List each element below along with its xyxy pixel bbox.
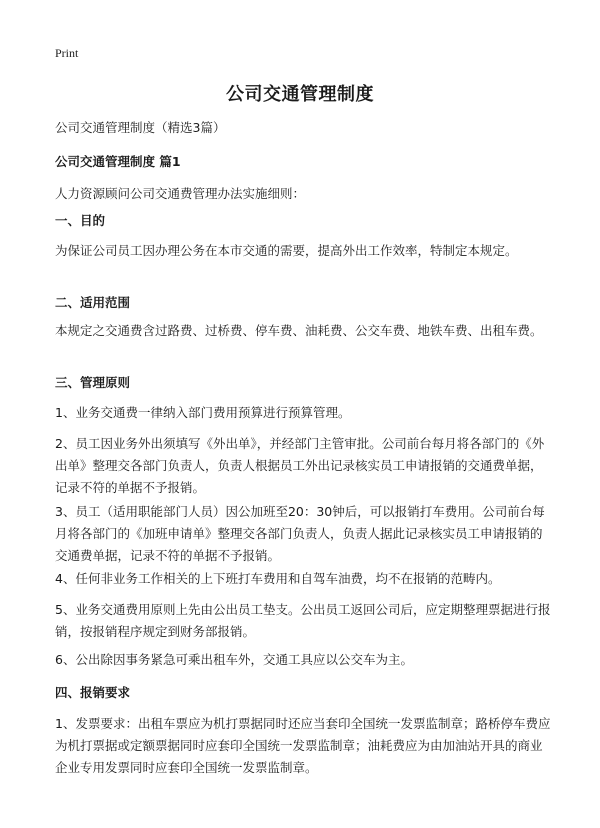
paragraph-reimbursement-1: 1、发票要求：出租车票应为机打票据同时还应当套印全国统一发票监制章；路桥停车费应为机打票据或定额票据同时应套印全国统一发票监制章；油耗费应为由加油站开具的商业企业专用发票同时应套印全国统一发票监制章。: [55, 716, 551, 775]
paragraph-principle-1: 1、业务交通费一律纳入部门费用预算进行预算管理。: [55, 405, 351, 420]
section-heading-principles: 三、管理原则: [55, 375, 131, 390]
paragraph-principle-4: 4、任何非业务工作相关的上下班打车费用和自驾车油费，均不在报销的范畴内。: [55, 571, 501, 586]
section-heading-scope: 二、适用范围: [55, 295, 131, 310]
paragraph-principle-6: 6、公出除因事务紧急可乘出租车外，交通工具应以公交车为主。: [55, 652, 413, 667]
subtitle: 公司交通管理制度（精选3篇）: [55, 120, 226, 135]
paragraph-scope: 本规定之交通费含过路费、过桥费、停车费、油耗费、公交车费、地铁车费、出租车费。: [55, 323, 543, 338]
page-title: 公司交通管理制度: [226, 84, 374, 105]
print-label: Print: [55, 46, 79, 60]
article-heading: 公司交通管理制度 篇1: [55, 154, 181, 169]
paragraph-principle-5: 5、业务交通费用原则上先由公出员工垫支。公出员工返回公司后，应定期整理票据进行报销，按报销程序规定到财务部报销。: [55, 602, 551, 639]
intro-paragraph: 人力资源顾问公司交通费管理办法实施细则：: [55, 186, 306, 201]
paragraph-principle-3: 3、员工（适用职能部门人员）因公加班至20：30钟后，可以报销打车费用。公司前台每月将各部门的《加班申请单》整理交各部门负责人，负责人据此记录核实员工申请报销的交通费单据，记录不符的单据不予报销。: [55, 504, 545, 563]
paragraph-purpose: 为保证公司员工因办理公务在本市交通的需要，提高外出工作效率，特制定本规定。: [55, 243, 518, 258]
section-heading-reimbursement: 四、报销要求: [55, 685, 131, 700]
paragraph-principle-2: 2、员工因业务外出须填写《外出单》，并经部门主管审批。公司前台每月将各部门的《外出单》整理交各部门负责人，负责人根据员工外出记录核实员工申请报销的交通费单据，记录不符的单据不予报销。: [55, 436, 545, 495]
section-heading-purpose: 一、目的: [55, 213, 106, 228]
